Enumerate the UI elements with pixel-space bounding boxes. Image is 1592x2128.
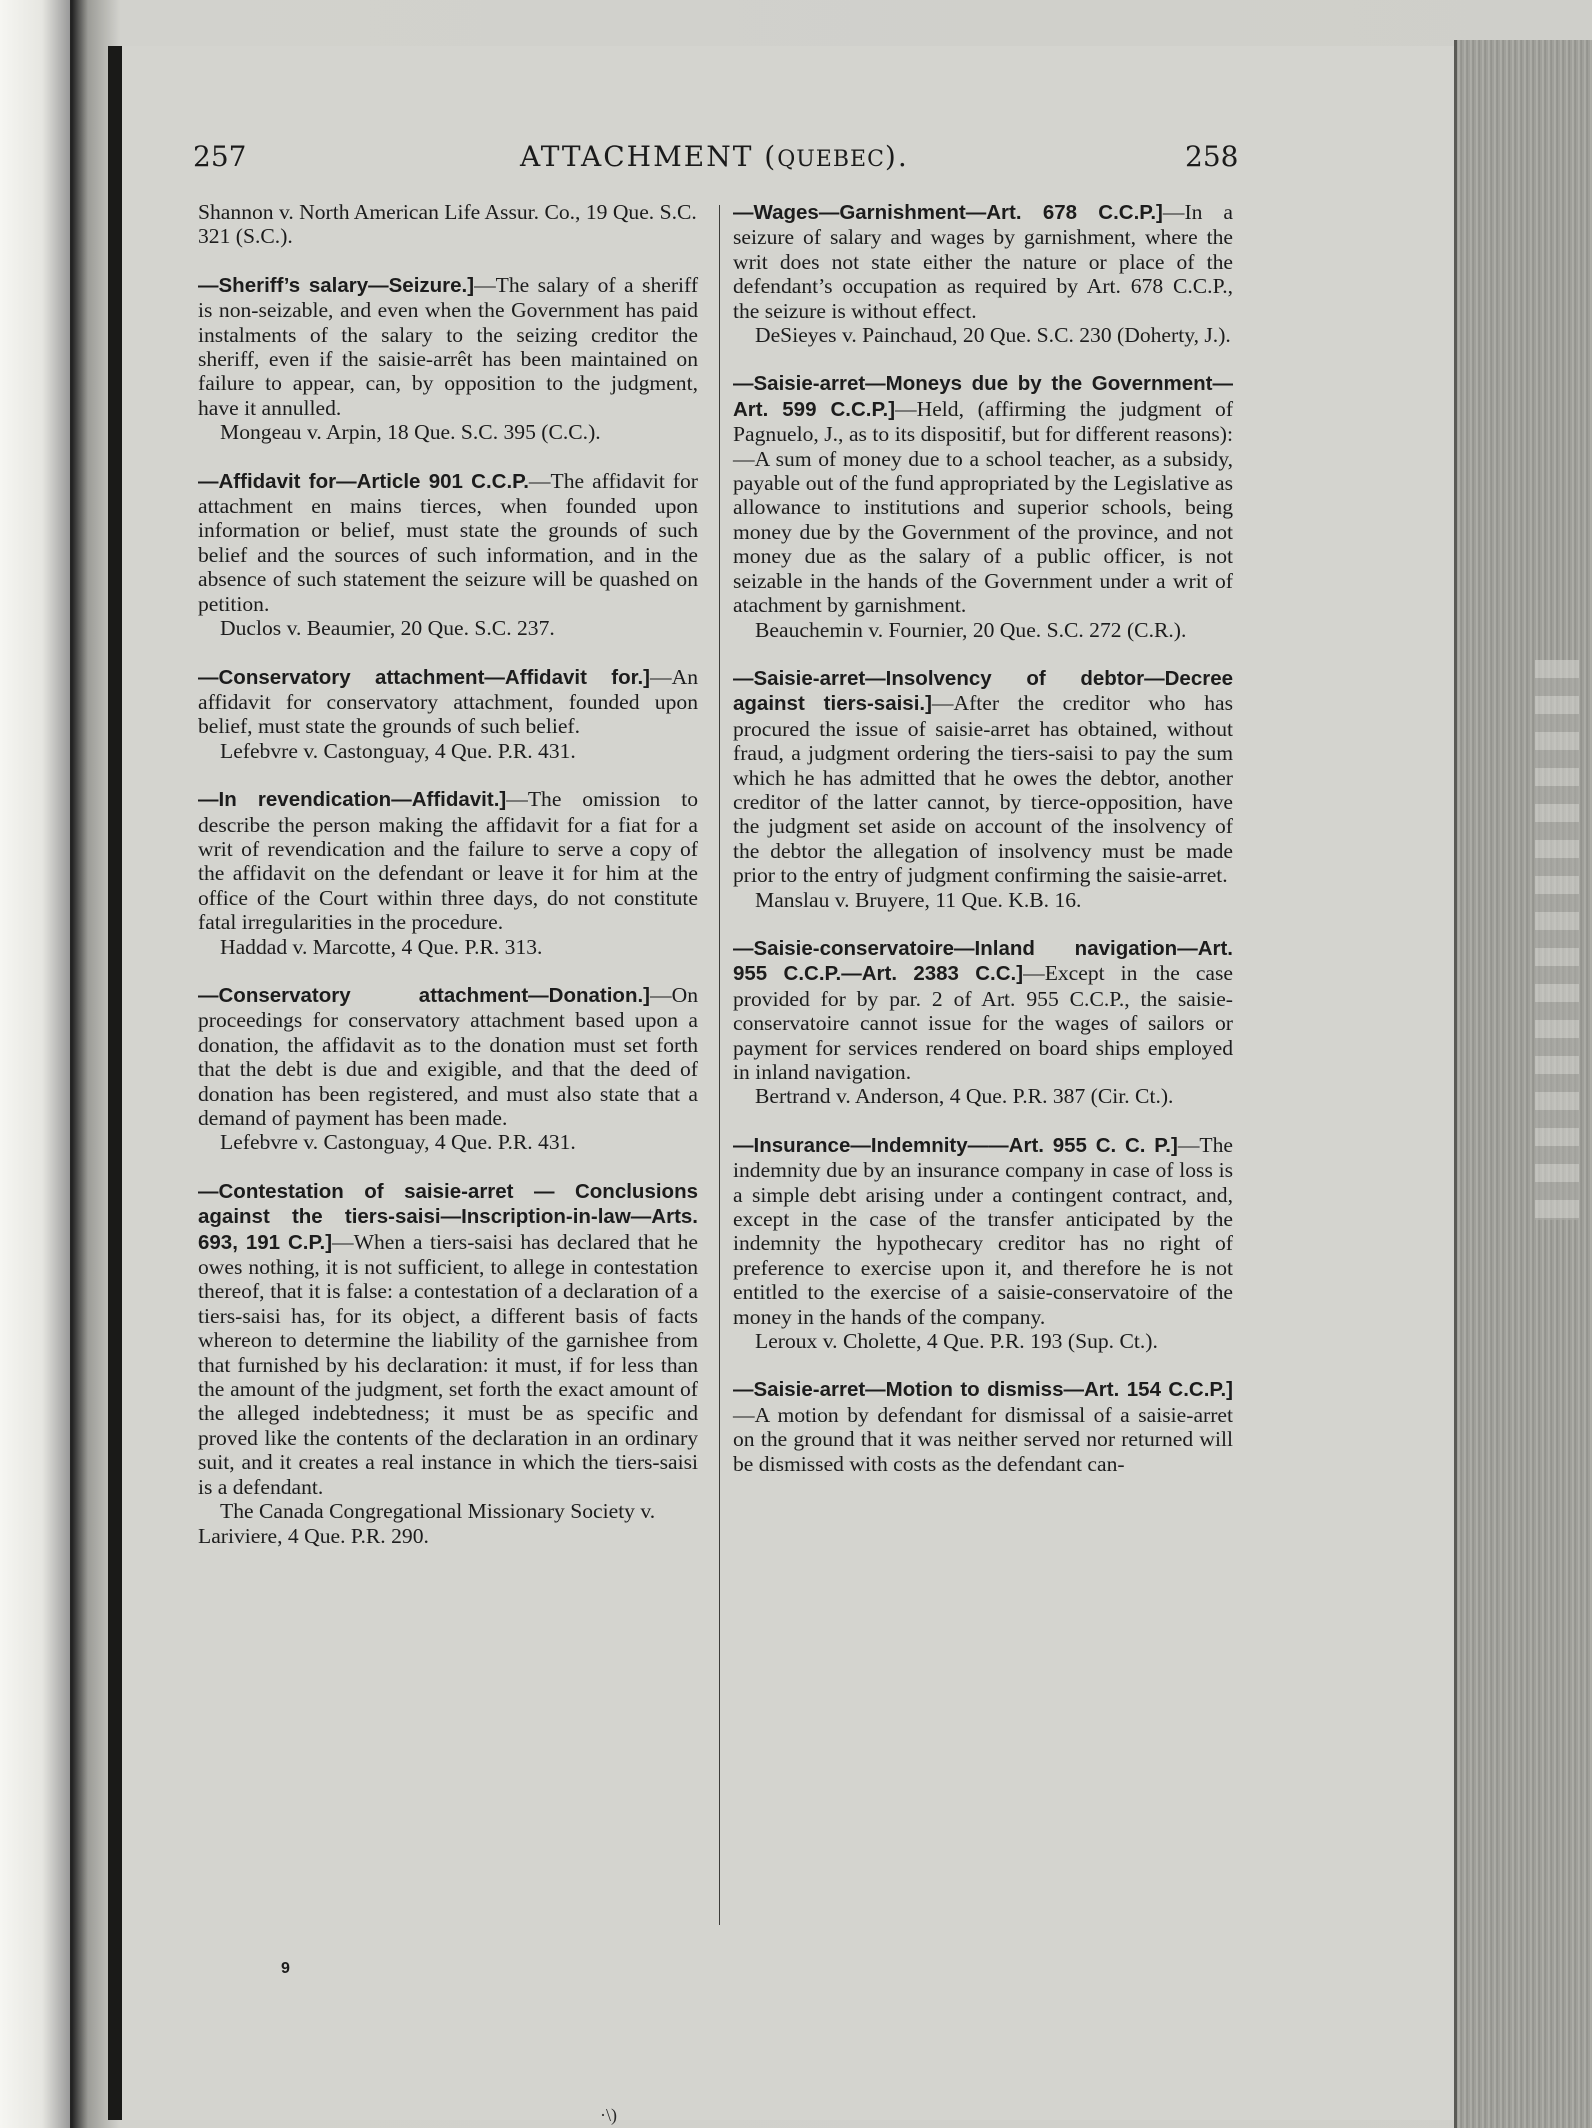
running-title-main: ATTACHMENT ( xyxy=(520,140,778,173)
entry-heading: —Contestation of saisie-arret — Conclusions against the tiers-saisi—Inscription-in-law—Arts. 693, 191 C.P.] xyxy=(198,1179,698,1254)
digest-entry xyxy=(733,1377,1233,1476)
entry-paragraph xyxy=(733,936,1233,1084)
entry-paragraph xyxy=(733,200,1233,323)
entry-paragraph xyxy=(198,983,698,1130)
entry-paragraph xyxy=(733,666,1233,888)
entry-paragraph xyxy=(198,273,698,420)
entry-heading: —Conservatory attachment—Affidavit for.] xyxy=(198,665,650,689)
case-citation: Haddad v. Marcotte, 4 Que. P.R. 313. xyxy=(220,934,543,959)
gutter-mark: ·\) xyxy=(600,2105,617,2125)
case-citation: Lefebvre v. Castonguay, 4 Que. P.R. 431. xyxy=(220,1130,576,1155)
entry-body: —Except in the case provided for by par. 2 of Art. 955 C.C.P., the saisie-conservatoire cannot issue for the wages of sailors or payment for services rendered on board ships employed in inland navigation. xyxy=(733,961,1233,1084)
digest-entry xyxy=(733,1133,1233,1354)
entry-body: —The salary of a sheriff is non-seizable, and even when the Government has paid instalments of the salary to the seizing creditor the sheriff, even if the saisie-arrêt has been maintained on failure to appear, can, by opposition to the judgment, have it annulled. xyxy=(198,272,699,420)
entry-body: —On proceedings for conservatory attachment based upon a donation, the affidavit as to the donation must set forth that the debt is due and exigible, and that the deed of donation has been registered, and must also state that a demand of payment has been made. xyxy=(198,982,698,1130)
digest-entry xyxy=(733,666,1233,912)
digest-entry xyxy=(198,665,698,764)
entry-body: —An affidavit for conservatory attachment, founded upon belief, must state the grounds of such belief. xyxy=(198,664,698,739)
entry-body: —The indemnity due by an insurance company in case of loss is a simple debt arising under a contingent contract, and, except in the case of the transfer anticipated by the indemnity the hypothecary creditor has no right of preference to exercise upon it, and therefore he is not entitled to the exercise of a saisie-conservatoire of the money in the hands of the company. xyxy=(733,1132,1233,1329)
page-number-right: 258 xyxy=(1185,140,1239,173)
case-citation: Leroux v. Cholette, 4 Que. P.R. 193 (Sup. Ct.). xyxy=(755,1329,1158,1354)
entry-paragraph xyxy=(198,469,698,616)
digest-entry xyxy=(198,469,698,641)
entry-body: —A motion by defendant for dismissal of a saisie-arret on the ground that it was neither served nor returned will be dismissed with costs as the defendant can- xyxy=(733,1402,1233,1476)
digest-entry xyxy=(733,200,1233,347)
entry-paragraph xyxy=(198,1179,698,1499)
entry-body: —The affidavit for attachment en mains tierces, when founded upon information or belief, must state the grounds of such belief and the sources of such information, and in the absence of such statement the seizure will be quashed on petition. xyxy=(198,468,698,616)
case-citation: Mongeau v. Arpin, 18 Que. S.C. 395 (C.C.). xyxy=(220,420,601,445)
case-citation: Bertrand v. Anderson, 4 Que. P.R. 387 (Cir. Ct.). xyxy=(755,1084,1174,1109)
case-citation: Duclos v. Beaumier, 20 Que. S.C. 237. xyxy=(220,616,555,641)
entry-heading: —Saisie-arret—Insolvency of debtor—Decree against tiers-saisi.] xyxy=(733,666,1233,716)
entry-heading: —Wages—Garnishment—Art. 678 C.C.P.] xyxy=(733,201,1163,224)
opening-citation-entry xyxy=(198,200,698,249)
entry-body: —After the creditor who has procured the issue of saisie-arret has obtained, without fraud, a judgment ordering the tiers-saisi to pay the sum which he has admitted that he owes the debtor, another creditor of the latter cannot, by tierce-opposition, have the judgment set aside on account of the insolvency of the debtor the allegation of insolvency must be made prior to the entry of judgment confirming the saisie-arret. xyxy=(733,691,1233,888)
running-title-end: ). xyxy=(884,140,909,173)
spine-label xyxy=(1535,660,1579,1220)
digest-entry xyxy=(198,1179,698,1548)
digest-entry xyxy=(733,936,1233,1109)
entry-paragraph xyxy=(733,1377,1233,1476)
left-column xyxy=(198,200,698,1572)
entry-body: —When a tiers-saisi has declared that he owes nothing, it is not sufficient, to allege in contestation thereof, that it is false: a contestation of a declaration of a tiers-saisi has, for its object, a different basis of facts whereon to determine the liability of the garnishee from that furnished by his declaration: it must, if for less than the amount of the judgment, set forth the exact amount of the alleged indebtedness; it must be as specific and proved like the contents of the declaration in an ordinary suit, and it creates a real instance in which the tiers-saisi is a defendant. xyxy=(198,1229,699,1499)
entry-heading: —Conservatory attachment—Donation.] xyxy=(198,983,650,1007)
facing-page-edge xyxy=(0,0,70,2128)
entry-paragraph xyxy=(733,371,1233,617)
digest-entry xyxy=(733,371,1233,641)
digest-entry xyxy=(198,273,698,445)
entry-heading: —Saisie-arret—Motion to dismiss—Art. 154 C.C.P.] xyxy=(733,1378,1233,1402)
case-citation: The Canada Congregational Missionary Society v. Lariviere, 4 Que. P.R. 290. xyxy=(198,1499,656,1548)
entry-heading: —Saisie-arret—Moneys due by the Government—Art. 599 C.C.P.] xyxy=(733,372,1233,421)
case-citation: Shannon v. North American Life Assur. Co., 19 Que. S.C. 321 (S.C.). xyxy=(198,200,697,249)
running-title xyxy=(520,140,909,173)
entry-heading: —Affidavit for—Article 901 C.C.P. xyxy=(198,469,529,493)
entry-heading: —Saisie-conservatoire—Inland navigation—Art. 955 C.C.P.—Art. 2383 C.C.] xyxy=(733,936,1233,986)
entry-paragraph xyxy=(733,1133,1233,1329)
entry-paragraph xyxy=(198,665,698,739)
entry-body: —In a seizure of salary and wages by garnishment, where the writ does not state either the nature or place of the defendant’s occupation as required by Art. 678 C.C.P., the seizure is without effect. xyxy=(733,200,1233,323)
digest-entry xyxy=(198,983,698,1155)
case-citation: Lefebvre v. Castonguay, 4 Que. P.R. 431. xyxy=(220,738,576,763)
entry-heading: —Sheriff’s salary—Seizure.] xyxy=(198,273,475,297)
running-title-smallcaps: QUEBEC xyxy=(777,147,885,172)
digest-entry xyxy=(198,787,698,959)
column-divider xyxy=(719,205,720,1925)
entry-heading: —Insurance—Indemnity——Art. 955 C. C. P.] xyxy=(733,1133,1178,1157)
entry-paragraph xyxy=(198,787,698,934)
entry-body: —Held, (affirming the judgment of Pagnuelo, J., as to its dispositif, but for different reasons):—A sum of money due to a school teacher, as a subsidy, payable out of the fund appropriated by the Legislative as allowance to institutions and superior schools, being money due by the Government of the province, and not money due as the salary of a public officer, is not seizable in the hands of the Government under a writ of atachment by garnishment. xyxy=(733,396,1234,618)
entry-body: —The omission to describe the person making the affidavit for a fiat for a writ of revendication and the failure to serve a copy of the affidavit on the defendant or leave it for him at the office of the Court within three days, do not constitute fatal irregularities in the procedure. xyxy=(198,787,698,935)
case-citation: Beauchemin v. Fournier, 20 Que. S.C. 272 (C.R.). xyxy=(755,617,1187,642)
case-citation: Manslau v. Bruyere, 11 Que. K.B. 16. xyxy=(755,887,1082,912)
entry-heading: —In revendication—Affidavit.] xyxy=(198,788,507,812)
signature-mark: 9 xyxy=(281,1960,290,1977)
right-column xyxy=(733,200,1233,1500)
page-number-left: 257 xyxy=(193,140,247,173)
case-citation: DeSieyes v. Painchaud, 20 Que. S.C. 230 (Doherty, J.). xyxy=(755,323,1231,348)
